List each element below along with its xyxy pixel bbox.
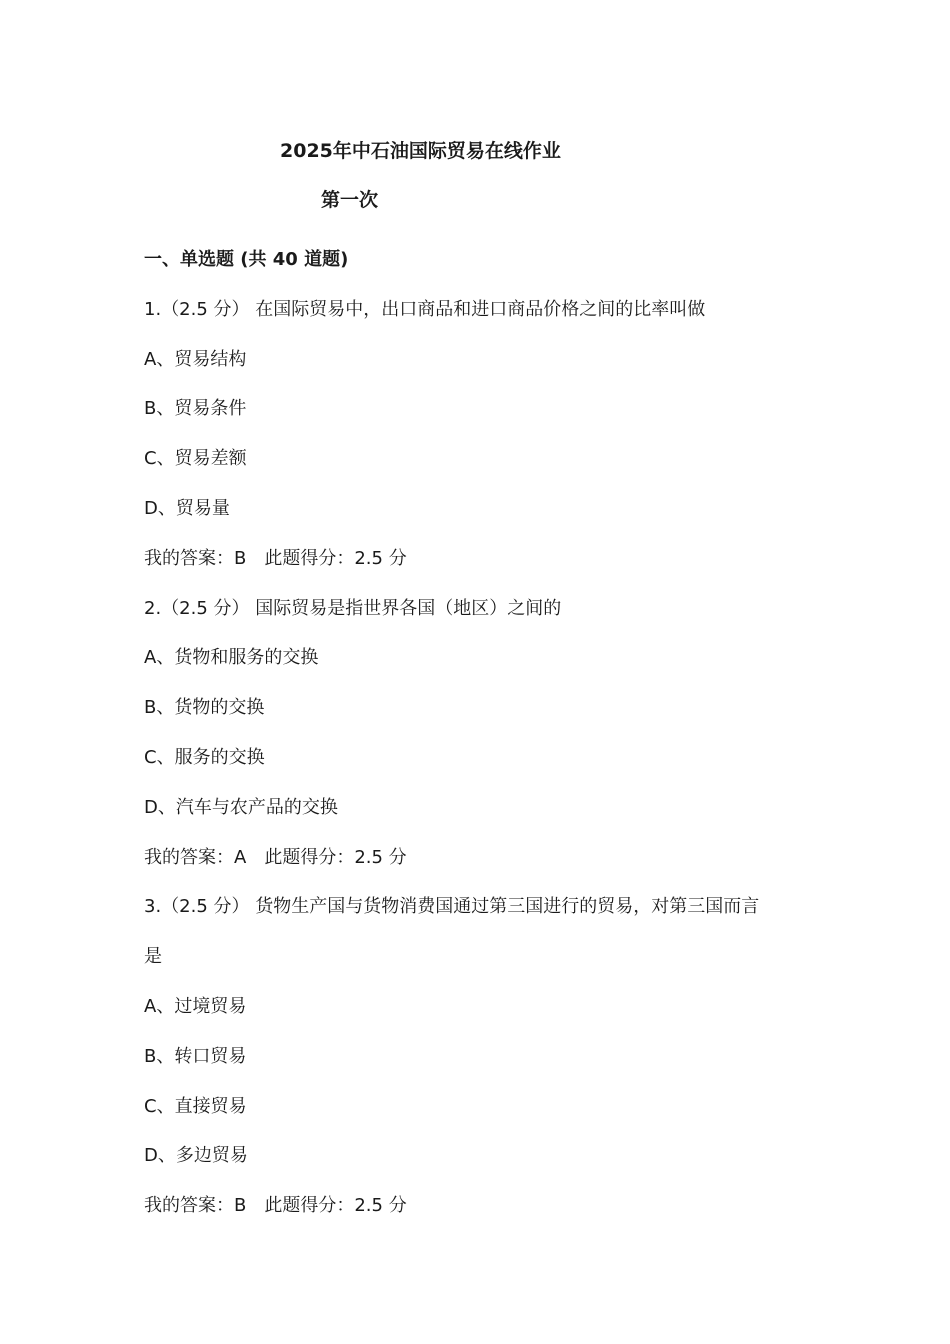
option-b: B、货物的交换 [144,697,265,719]
question-number: 1. [144,298,162,320]
question-points: （2.5 分） [161,896,250,918]
question-number: 3. [144,896,162,918]
my-answer: 我的答案：A [144,846,247,868]
option-c: C、服务的交换 [144,746,265,768]
question-points: （2.5 分） [161,298,250,320]
question-stem [144,882,804,932]
question-score: 此题得分：2.5 分 [264,846,407,868]
question-text: 货物生产国与货物消费国通过第三国进行的贸易，对第三国而言 [255,896,760,918]
question-number: 2. [144,597,162,619]
question-1 [144,285,804,584]
question-text: 在国际贸易中，出口商品和进口商品价格之间的比率叫做 [255,298,706,320]
document-content [144,235,804,1231]
question-stem [144,584,804,634]
my-answer: 我的答案：B [144,547,247,569]
question-stem [144,285,804,335]
answer-line [144,833,804,883]
my-answer: 我的答案：B [144,1195,247,1217]
question-points: （2.5 分） [161,597,250,619]
question-text: 国际贸易是指世界各国（地区）之间的 [255,597,562,619]
option-a: A、货物和服务的交换 [144,647,319,669]
option-d: D、贸易量 [144,497,230,519]
section-heading: 一、单选题 (共 40 道题) [144,249,349,270]
option-d: D、多边贸易 [144,1145,248,1167]
answer-line [144,1181,804,1231]
question-text-continued: 是 [144,946,162,968]
answer-line [144,534,804,584]
option-c: C、贸易差额 [144,448,247,470]
option-b: B、贸易条件 [144,398,247,420]
option-a: A、过境贸易 [144,995,247,1017]
question-score: 此题得分：2.5 分 [264,1195,407,1217]
option-c: C、直接贸易 [144,1095,247,1117]
question-3 [144,882,804,1231]
option-a: A、贸易结构 [144,348,247,370]
question-score: 此题得分：2.5 分 [264,547,407,569]
option-d: D、汽车与农产品的交换 [144,796,338,818]
document-subtitle: 第一次 [321,189,379,211]
option-b: B、转口贸易 [144,1045,247,1067]
question-2 [144,584,804,883]
document-title: 2025年中石油国际贸易在线作业 [280,140,561,162]
